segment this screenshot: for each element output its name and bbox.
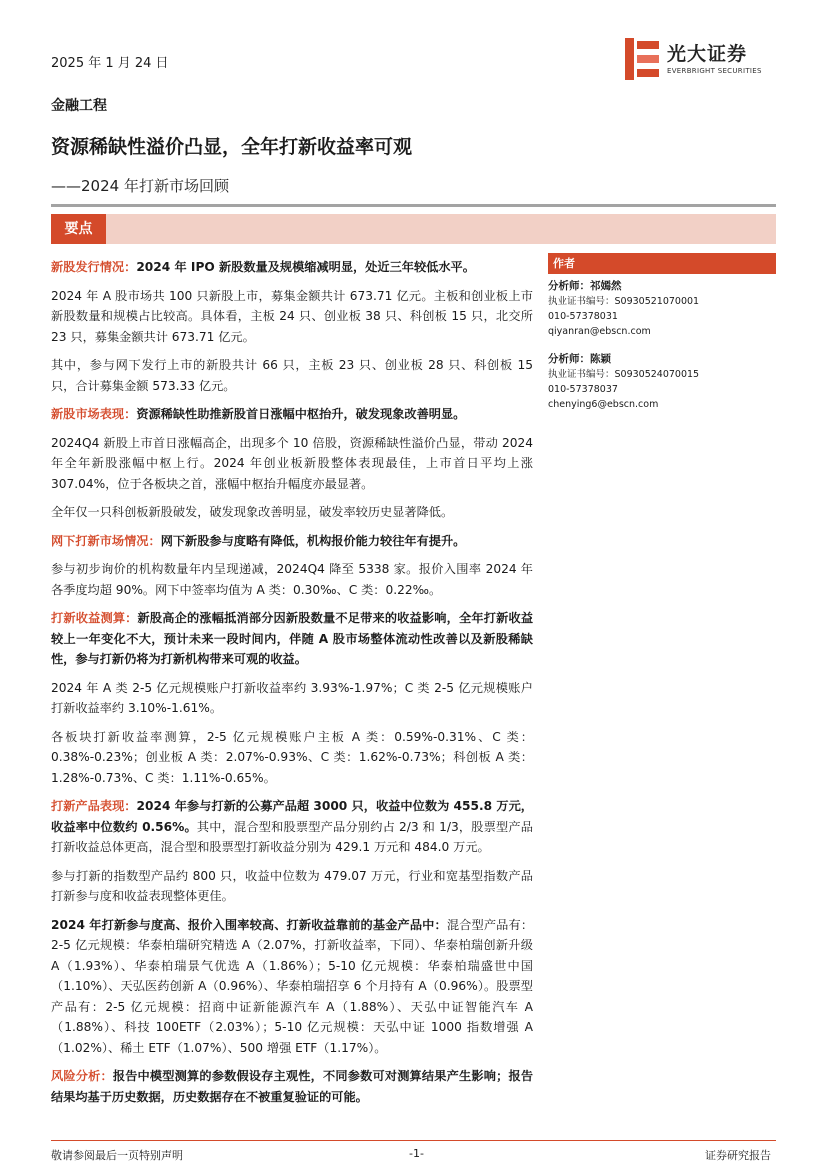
paragraph-heading: 风险分析： <box>51 1069 113 1083</box>
title-divider <box>51 204 776 207</box>
analyst-phone: 010-57378031 <box>548 311 618 322</box>
analyst-block <box>548 352 776 412</box>
paragraph-heading: 打新产品表现： <box>51 799 137 813</box>
paragraph <box>51 559 533 600</box>
paragraph <box>51 866 533 907</box>
paragraph <box>51 796 533 858</box>
key-points-body <box>51 257 533 1115</box>
paragraph <box>51 678 533 719</box>
paragraph-bold-text: 网下新股参与度略有降低，机构报价能力较往年有提升。 <box>160 533 466 548</box>
paragraph-heading: 新股发行情况： <box>51 260 137 274</box>
paragraph <box>51 1066 533 1107</box>
paragraph-text: 其中，混合型和股票型产品分别约占 2/3 和 1/3，股票型产品打新收益总体更高，混合型和股票型打新收益分别为 429.1 万元和 484.0 万元。 <box>51 819 533 854</box>
analyst-block <box>548 279 776 339</box>
section-band <box>51 214 776 244</box>
report-subtitle: ——2024 年打新市场回顾 <box>51 177 229 195</box>
paragraph <box>51 608 533 670</box>
page-number: -1- <box>409 1147 424 1160</box>
page-footer <box>51 1140 776 1163</box>
author-sidebar <box>548 253 776 412</box>
paragraph-text: 各板块打新收益率测算，2-5 亿元规模账户主板 A 类：0.59%-0.31%、C 类：0.38%-0.23%；创业板 A 类：2.07%-0.93%、C 类：1.62%-0.73%；科创板 A 类：1.28%-0.73%、C 类：1.11%-0.65%。 <box>51 729 533 785</box>
analyst-name: 分析师：祁嫣然 <box>548 280 622 292</box>
paragraph-bold-text: 2024 年参与打新的公募产品超 3000 只，收益中位数为 455.8 万元，收益率中位数约 0.56%。 <box>51 799 533 834</box>
paragraph <box>51 355 533 396</box>
paragraph-text: 2024 年 A 类 2-5 亿元规模账户打新收益率约 3.93%-1.97%；C 类 2-5 亿元规模账户打新收益率约 3.10%-1.61%。 <box>51 680 533 715</box>
logo-chinese-name: 光大证券 <box>667 43 748 65</box>
paragraph-bold-text: 2024 年 IPO 新股数量及规模缩减明显，处近三年较低水平。 <box>136 260 475 274</box>
report-date: 2025 年 1 月 24 日 <box>51 56 169 71</box>
paragraph <box>51 531 533 552</box>
paragraph-bold-text: 资源稀缺性助推新股首日涨幅中枢抬升，破发现象改善明显。 <box>136 407 466 421</box>
paragraph <box>51 404 533 425</box>
paragraph <box>51 257 533 278</box>
disclaimer-notice: 敬请参阅最后一页特别声明 <box>51 1149 183 1162</box>
paragraph-text: 其中，参与网下发行上市的新股共计 66 只，主板 23 只、创业板 28 只、科创板 15 只，合计募集金额 573.33 亿元。 <box>51 358 533 393</box>
paragraph-heading: 新股市场表现： <box>51 407 137 421</box>
paragraph <box>51 286 533 348</box>
report-category: 金融工程 <box>51 98 107 114</box>
author-header: 作者 <box>548 253 776 274</box>
section-label: 要点 <box>51 214 106 244</box>
analyst-phone: 010-57378037 <box>548 384 618 395</box>
paragraph-text: 参与打新的指数型产品约 800 只，收益中位数为 479.07 万元，行业和宽基型指数产品打新参与度和收益表现整体更佳。 <box>51 868 533 903</box>
report-title: 资源稀缺性溢价凸显，全年打新收益率可观 <box>51 136 413 158</box>
paragraph <box>51 727 533 789</box>
analyst-email[interactable]: chenying6@ebscn.com <box>548 399 659 410</box>
paragraph-heading: 网下打新市场情况： <box>51 533 161 548</box>
analyst-email[interactable]: qiyanran@ebscn.com <box>548 326 651 337</box>
analyst-license: 执业证书编号：S0930521070001 <box>548 296 700 307</box>
company-logo <box>625 38 762 80</box>
paragraph-bold-text: 报告中模型测算的参数假设存主观性，不同参数可对测算结果产生影响；报告结果均基于历史数据，历史数据存在不被重复验证的可能。 <box>51 1069 534 1104</box>
paragraph-text: 2024Q4 新股上市首日涨幅高企，出现多个 10 倍股，资源稀缺性溢价凸显，带动 2024 年全年新股涨幅中枢上行。2024 年创业板新股整体表现最佳，上市首日平均上涨 307.04%，位于各板块之首，涨幅中枢抬升幅度亦最显著。 <box>51 435 533 491</box>
paragraph <box>51 433 533 495</box>
analyst-name: 分析师：陈颖 <box>548 353 611 365</box>
report-type: 证券研究报告 <box>705 1149 771 1162</box>
paragraph-text: 参与初步询价的机构数量年内呈现递减，2024Q4 降至 5338 家。报价入围率 2024 年各季度均超 90%。网下中签率均值为 A 类：0.30‰、C 类：0.22‰。 <box>51 562 533 597</box>
logo-english-name: EVERBRIGHT SECURITIES <box>667 67 762 75</box>
everbright-logo-icon <box>625 38 659 80</box>
analyst-license: 执业证书编号：S0930524070015 <box>548 369 700 380</box>
paragraph-text: 混合型产品有：2-5 亿元规模：华泰柏瑞研究精选 A（2.07%，打新收益率，下同）、华泰柏瑞创新升级 A（1.93%）、华泰柏瑞景气优选 A（1.86%）；5-10 亿元规模：华泰柏瑞盛世中国（1.10%）、天弘医药创新 A（0.96%）、华泰柏瑞招享 6 个月持有 A（0.96%）。股票型产品有：2-5 亿元规模：招商中证新能源汽车 A（1.88%）、天弘中证智能汽车 A（1.88%）、科技 100ETF（2.03%）；5-10 亿元规模：天弘中证 1000 指数增强 A（1.02%）、稀土 ETF（1.07%）、500 增强 ETF（1.17%）。 <box>51 917 534 1055</box>
paragraph <box>51 915 533 1059</box>
paragraph-text: 2024 年 A 股市场共 100 只新股上市，募集金额共计 673.71 亿元。主板和创业板上市新股数量和规模占比较高。具体看，主板 24 只、创业板 38 只、科创板 15 只，北交所 23 只，募集金额共计 673.71 亿元。 <box>51 288 533 344</box>
paragraph-text: 全年仅一只科创板新股破发，破发现象改善明显，破发率较历史显著降低。 <box>51 505 454 519</box>
paragraph-heading: 打新收益测算： <box>51 611 138 625</box>
paragraph-bold-text: 新股高企的涨幅抵消部分因新股数量不足带来的收益影响，全年打新收益较上一年变化不大，预计未来一段时间内，伴随 A 股市场整体流动性改善以及新股稀缺性，参与打新仍将为打新机构带来可观的收益。 <box>51 611 534 666</box>
paragraph <box>51 502 533 523</box>
paragraph-bold-text: 2024 年打新参与度高、报价入围率较高、打新收益靠前的基金产品中： <box>51 917 447 932</box>
